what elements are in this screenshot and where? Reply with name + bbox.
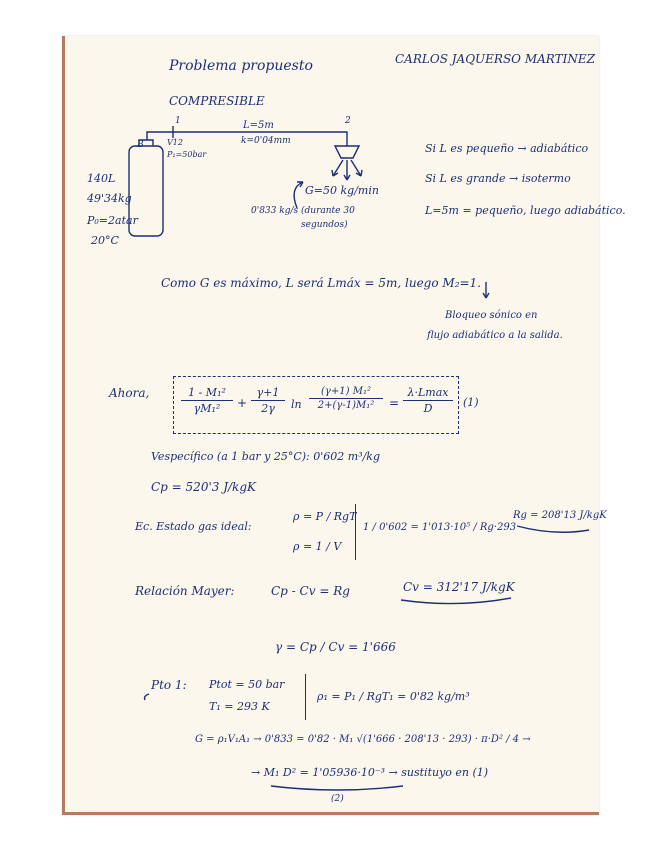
page-title: Problema propuesto	[169, 58, 313, 74]
ideal-gas-label: Ec. Estado gas ideal:	[135, 520, 252, 533]
equation-lead: Ahora,	[109, 386, 150, 400]
note-line-1: Si L es pequeño → adiabático	[425, 142, 589, 155]
term-3-denominator: 2+(γ-1)M₁²	[317, 400, 375, 411]
rhs-numerator: λ·Lmax	[403, 386, 453, 401]
rg-calculation: 1 / 0'602 = 1'013·10⁵ / Rg·293	[363, 522, 517, 533]
term-1-denominator: γM₁²	[193, 402, 221, 415]
nozzle	[335, 146, 359, 158]
reasoning-sub-2: flujo adiabático a la salida.	[427, 330, 563, 341]
point-1-heading: Pto 1:	[151, 678, 187, 692]
equation-number: (1)	[463, 396, 479, 409]
term-3-fraction	[309, 386, 383, 411]
term-2-fraction	[251, 386, 285, 415]
rho-formula-2: ρ = 1 / V	[293, 540, 342, 553]
rhs-fraction	[403, 386, 453, 415]
reasoning-main: Como G es máximo, L será Lmáx = 5m, luego M₂=1.	[161, 276, 482, 290]
rg-result: Rg = 208'13 J/kgK	[513, 510, 607, 521]
point-1-density: ρ₁ = P₁ / RgT₁ = 0'82 kg/m³	[317, 690, 470, 703]
tank-pressure: P₀=2atar	[87, 214, 138, 227]
valve-label: V12	[167, 138, 183, 147]
rho-formula-1: ρ = P / RgT	[293, 510, 357, 523]
flow-rate: G=50 kg/min	[305, 184, 379, 197]
cp-value: Cp = 520'3 J/kgK	[151, 480, 256, 494]
point-1-label: 1	[175, 116, 181, 126]
flow-note: (durante 30 segundos)	[301, 206, 355, 230]
term-1-fraction	[181, 386, 233, 415]
term-2-denominator: 2γ	[261, 402, 275, 415]
plus-sign: +	[237, 396, 248, 410]
brace	[355, 504, 356, 560]
tank-temp: 20°C	[91, 234, 119, 247]
author-name: CARLOS JAQUERSO MARTINEZ	[395, 52, 595, 66]
ln-operator: ln	[291, 398, 302, 411]
tank-mass: 49'34kg	[87, 192, 132, 205]
equals-sign: =	[389, 396, 400, 410]
term-3-numerator: (γ+1) M₁²	[309, 386, 383, 399]
point-1-temperature: T₁ = 293 K	[209, 700, 270, 713]
rhs-denominator: D	[423, 402, 433, 415]
cv-result: Cv = 312'17 J/kgK	[403, 580, 515, 594]
pipe-length: L=5m	[243, 120, 274, 131]
specific-volume: Vespecífico (a 1 bar y 25°C): 0'602 m³/kg	[151, 450, 381, 463]
note-line-2: Si L es grande → isotermo	[425, 172, 571, 185]
term-2-numerator: γ+1	[251, 386, 285, 401]
flow-conversion: 0'833 kg/s	[251, 206, 299, 216]
reasoning-sub-1: Bloqueo sónico en	[445, 310, 538, 321]
pipe-roughness: k=0'04mm	[241, 136, 291, 146]
tank-volume: 140L	[87, 172, 116, 185]
p1-label: P₁=50bar	[167, 150, 207, 159]
final-line-1: G = ρ₁V₁A₁ → 0'833 = 0'82 · M₁ √(1'666 · 208'13 · 293) · π·D² / 4 →	[195, 734, 531, 745]
point-1-pressure: Ptot = 50 bar	[209, 678, 285, 691]
mayer-label: Relación Mayer:	[135, 584, 235, 598]
final-line-2: → M₁ D² = 1'05936·10⁻³ → sustituyo en (1)	[251, 766, 489, 779]
final-equation-number: (2)	[331, 794, 344, 804]
notebook-page	[62, 36, 626, 815]
gamma-value: γ = Cp / Cv = 1'666	[275, 640, 396, 654]
term-1-numerator: 1 - M₁²	[181, 386, 233, 401]
label-b: B	[137, 140, 144, 150]
page-subtitle: COMPRESIBLE	[169, 94, 265, 108]
point-2-label: 2	[345, 116, 351, 126]
note-line-3: L=5m = pequeño, luego adiabático.	[425, 204, 626, 217]
mayer-equation: Cp - Cv = Rg	[271, 584, 350, 598]
point-1-brace	[305, 674, 306, 720]
